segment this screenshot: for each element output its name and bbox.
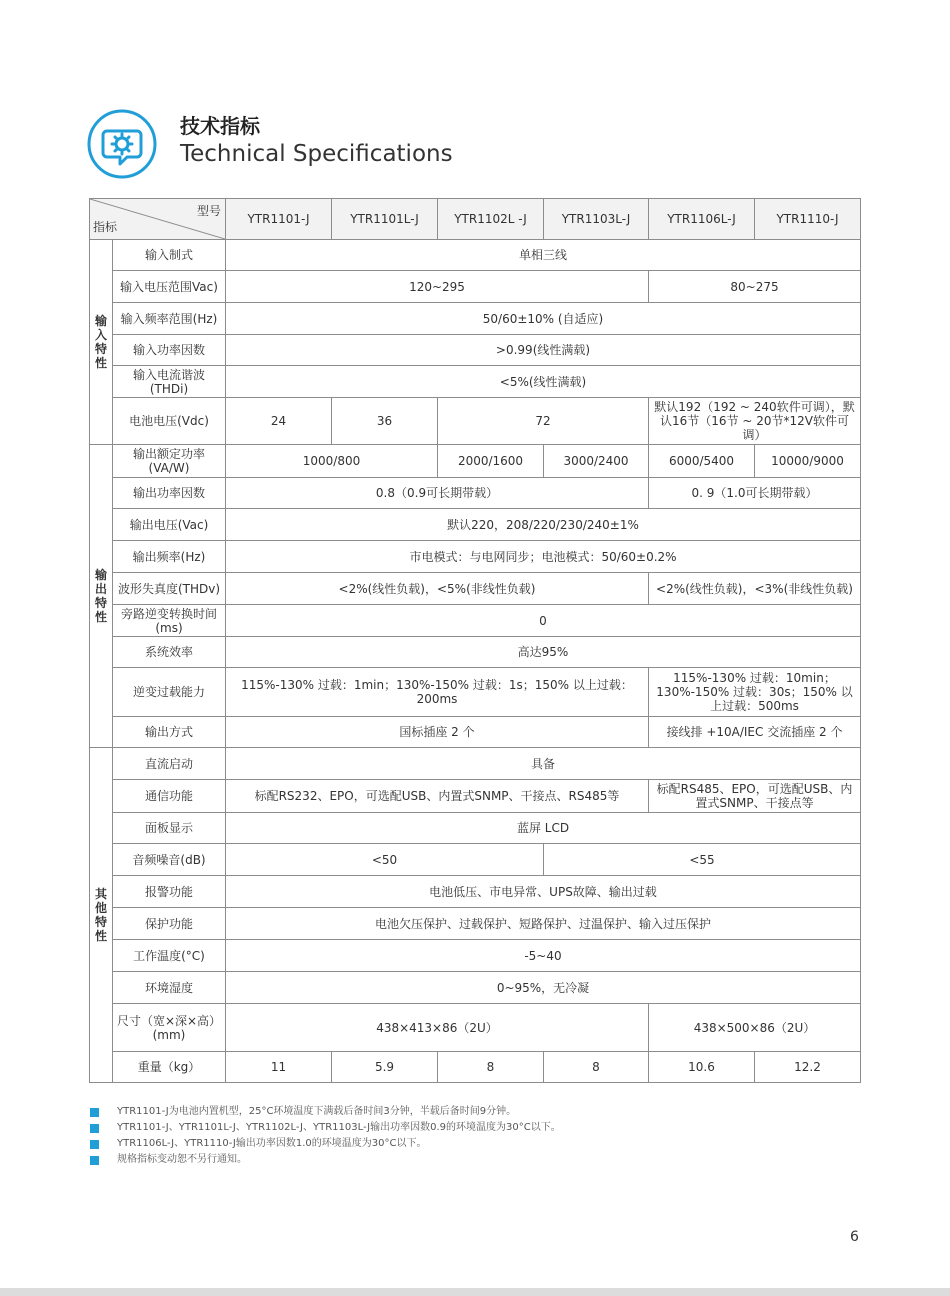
- square-bullet-icon: [90, 1140, 99, 1149]
- footnote-item: [90, 1104, 561, 1120]
- row-label: 保护功能: [113, 908, 226, 940]
- cell-value: 电池低压、市电异常、UPS故障、输出过载: [226, 876, 861, 908]
- cell-value: 115%-130% 过载：1min；130%-150% 过载：1s；150% 以上过载：200ms: [226, 668, 649, 717]
- row-label: 工作温度(°C): [113, 940, 226, 972]
- square-bullet-icon: [90, 1156, 99, 1165]
- cell-value: 国标插座 2 个: [226, 717, 649, 748]
- row-label: 输出方式: [113, 717, 226, 748]
- cell-value: 115%-130% 过载：10min；130%-150% 过载：30s；150% 以上过载：500ms: [649, 668, 861, 717]
- model-header: YTR1110-J: [755, 199, 861, 240]
- cell-value: 8: [544, 1052, 649, 1083]
- cell-value: 438×413×86（2U）: [226, 1004, 649, 1052]
- cell-value: 0~95%，无冷凝: [226, 972, 861, 1004]
- cell-value: 8: [438, 1052, 544, 1083]
- row-label: 直流启动: [113, 748, 226, 780]
- corner-model-label: 型号: [196, 204, 221, 218]
- category-other: 其他特性: [90, 748, 113, 1083]
- cell-value: 标配RS485、EPO，可选配USB、内置式SNMP、干接点等: [649, 780, 861, 813]
- category-input: 输入特性: [90, 240, 113, 445]
- cell-value: 2000/1600: [438, 445, 544, 478]
- cell-value: 24: [226, 398, 332, 445]
- cell-value: 438×500×86（2U）: [649, 1004, 861, 1052]
- model-header: YTR1106L-J: [649, 199, 755, 240]
- cell-value: 10.6: [649, 1052, 755, 1083]
- cell-value: <2%(线性负载)，<5%(非线性负载): [226, 573, 649, 605]
- footnote-text: YTR1101-J、YTR1101L-J、YTR1102L-J、YTR1103L-J输出功率因数0.9的环境温度为30°C以下。: [117, 1122, 561, 1133]
- row-label: 重量（kg）: [113, 1052, 226, 1083]
- page-number: 6: [850, 1229, 859, 1245]
- cell-value: 市电模式：与电网同步；电池模式：50/60±0.2%: [226, 541, 861, 573]
- cell-value: 0.8（0.9可长期带载）: [226, 478, 649, 509]
- row-label: 环境湿度: [113, 972, 226, 1004]
- row-label: 通信功能: [113, 780, 226, 813]
- footnote-item: [90, 1120, 561, 1136]
- page-title-cn: 技术指标: [180, 114, 260, 138]
- row-label: 输入制式: [113, 240, 226, 271]
- row-label: 音频噪音(dB): [113, 844, 226, 876]
- cell-value: <2%(线性负载)，<3%(非线性负载): [649, 573, 861, 605]
- cell-value: 高达95%: [226, 637, 861, 668]
- cell-value: 单相三线: [226, 240, 861, 271]
- cell-value: <5%(线性满载): [226, 366, 861, 398]
- row-label: 报警功能: [113, 876, 226, 908]
- cell-value: -5~40: [226, 940, 861, 972]
- table-corner-cell: [90, 199, 226, 240]
- cell-value: 默认192（192 ~ 240软件可调），默认16节（16节 ~ 20节*12V软件可调）: [649, 398, 861, 445]
- square-bullet-icon: [90, 1124, 99, 1133]
- page-title-en: Technical Specifications: [180, 141, 453, 167]
- row-label: 输入功率因数: [113, 335, 226, 366]
- row-label: 旁路逆变转换时间(ms): [113, 605, 226, 637]
- row-label: 输出额定功率(VA/W): [113, 445, 226, 478]
- footnote-text: YTR1106L-J、YTR1110-J输出功率因数1.0的环境温度为30°C以下。: [117, 1138, 427, 1149]
- row-label: 输入频率范围(Hz): [113, 303, 226, 335]
- cell-value: 11: [226, 1052, 332, 1083]
- cell-value: >0.99(线性满载): [226, 335, 861, 366]
- cell-value: 36: [332, 398, 438, 445]
- cell-value: 具备: [226, 748, 861, 780]
- row-label: 波形失真度(THDv): [113, 573, 226, 605]
- footnote-item: [90, 1136, 561, 1152]
- category-output: 输出特性: [90, 445, 113, 748]
- row-label: 电池电压(Vdc): [113, 398, 226, 445]
- cell-value: 12.2: [755, 1052, 861, 1083]
- footnote-text: 规格指标变动恕不另行通知。: [117, 1154, 247, 1165]
- model-header: YTR1102L -J: [438, 199, 544, 240]
- cell-value: 72: [438, 398, 649, 445]
- row-label: 输出频率(Hz): [113, 541, 226, 573]
- cell-value: <50: [226, 844, 544, 876]
- row-label: 输出功率因数: [113, 478, 226, 509]
- row-label: 面板显示: [113, 813, 226, 844]
- corner-spec-label: 指标: [93, 220, 118, 234]
- footnote-item: [90, 1152, 561, 1168]
- cell-value: 10000/9000: [755, 445, 861, 478]
- square-bullet-icon: [90, 1108, 99, 1117]
- model-header: YTR1103L-J: [544, 199, 649, 240]
- cell-value: 1000/800: [226, 445, 438, 478]
- footnotes: [90, 1104, 561, 1168]
- bottom-bar: [0, 1288, 950, 1296]
- row-label: 输入电流谐波(THDi): [113, 366, 226, 398]
- cell-value: 标配RS232、EPO，可选配USB、内置式SNMP、干接点、RS485等: [226, 780, 649, 813]
- row-label: 输入电压范围Vac): [113, 271, 226, 303]
- row-label: 尺寸（宽×深×高）(mm): [113, 1004, 226, 1052]
- cell-value: 默认220，208/220/230/240±1%: [226, 509, 861, 541]
- cell-value: 80~275: [649, 271, 861, 303]
- cell-value: 0. 9（1.0可长期带载）: [649, 478, 861, 509]
- cell-value: 5.9: [332, 1052, 438, 1083]
- cell-value: 接线排 +10A/IEC 交流插座 2 个: [649, 717, 861, 748]
- cell-value: 6000/5400: [649, 445, 755, 478]
- spec-table: [89, 198, 861, 1083]
- cell-value: <55: [544, 844, 861, 876]
- footnote-text: YTR1101-J为电池内置机型，25°C环境温度下满载后备时间3分钟，半载后备时间9分钟。: [117, 1106, 517, 1117]
- cell-value: 电池欠压保护、过载保护、短路保护、过温保护、输入过压保护: [226, 908, 861, 940]
- cell-value: 0: [226, 605, 861, 637]
- model-header: YTR1101L-J: [332, 199, 438, 240]
- model-header: YTR1101-J: [226, 199, 332, 240]
- cell-value: 50/60±10% (自适应): [226, 303, 861, 335]
- gear-chat-icon: [87, 109, 157, 179]
- row-label: 输出电压(Vac): [113, 509, 226, 541]
- cell-value: 3000/2400: [544, 445, 649, 478]
- row-label: 系统效率: [113, 637, 226, 668]
- row-label: 逆变过载能力: [113, 668, 226, 717]
- cell-value: 蓝屏 LCD: [226, 813, 861, 844]
- cell-value: 120~295: [226, 271, 649, 303]
